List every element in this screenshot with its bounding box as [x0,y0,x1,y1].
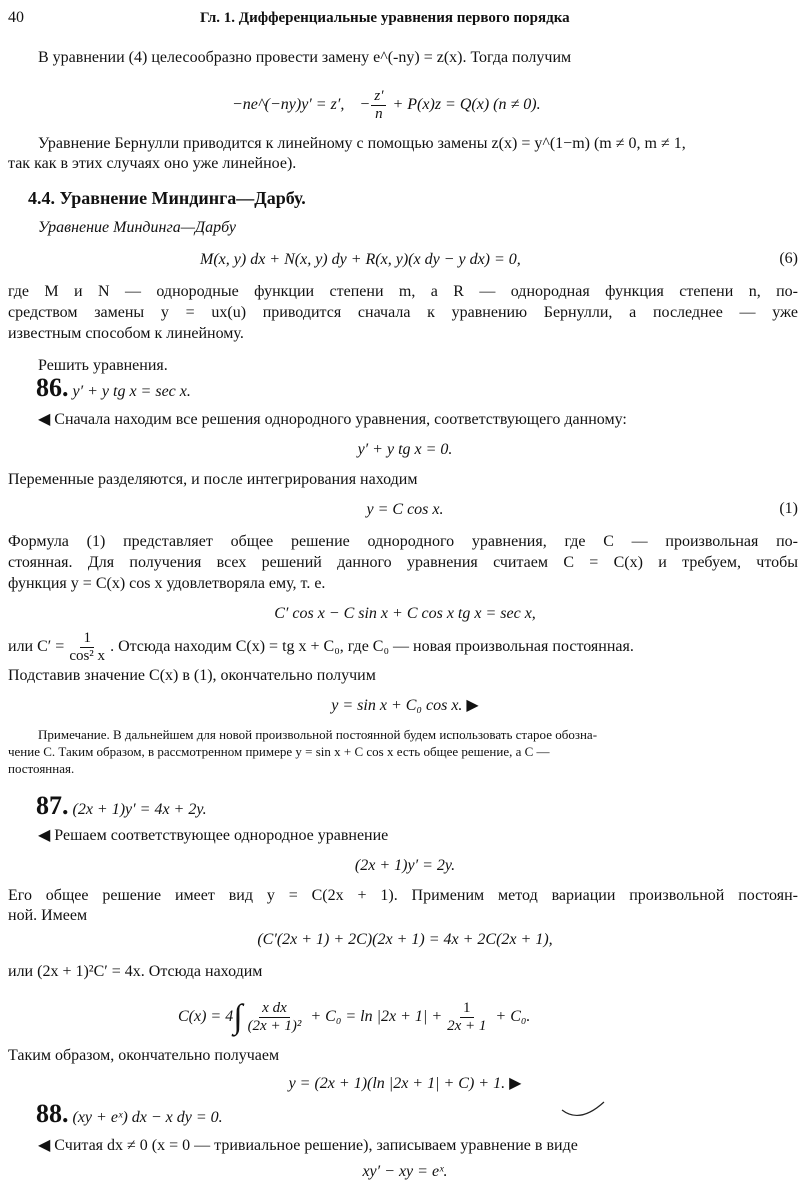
intro-line-2: Уравнение Бернулли приводится к линейному с помощью замены z(x) = y^(1−m) (m ≠ 0, m ≠ 1, [38,135,686,152]
problem-86-number: 86. [36,373,69,402]
note-line-1: Примечание. В дальнейшем для новой произвольной постоянной будем использовать старое обозна- [38,727,598,742]
problem-87-eq-2: (C′(2x + 1) + 2C)(2x + 1) = 4x + 2C(2x + 1), [257,931,553,948]
problem-87-line-5: Таким образом, окончательно получаем [8,1047,280,1064]
page-number: 40 [8,9,24,26]
problem-88-number: 88. [36,1099,69,1128]
problem-87-statement: (2x + 1)y′ = 4x + 2y. [72,801,207,818]
solve-header: Решить уравнения. [38,357,168,374]
problem-86-line-6: или C′ = $\frac{1}{\text{cos² x}}$ . Отсюда находим C(x) = tg x + C₀, где C₀ — новая произвольная постоянная. [8,630,634,664]
intro-eq-part-a: −ne^(−ny)y′ = z′, [232,96,345,114]
problem-86-statement: y′ + y tg x = sec x. [72,383,191,400]
note-line-2: чение C. Таким образом, в рассмотренном примере y = sin x + C cos x есть общее решение, а C — [8,744,550,759]
section-text-3: известным способом к линейному. [8,325,244,342]
problem-87-line-4: или (2x + 1)²C′ = 4x. Отсюда находим [8,963,263,980]
problem-86-eq-4: y = sin x + C₀ cos x. ▶ [331,697,479,714]
problem-87-eq-3: C(x) = 4∫ $\frac{\text{x dx}}{\text{(2x + 1)²}}$ + C₀ = ln |2x + 1| + $\frac{1}{2x + 1}$ + C₀. [178,998,531,1036]
section-equation: M(x, y) dx + N(x, y) dy + R(x, y)(x dy − y dx) = 0, [200,251,521,268]
problem-87-line-2: Его общее решение имеет вид y = C(2x + 1). Применим метод вариации произвольной постоян- [8,887,798,904]
section-text-1: где M и N — однородные функции степени m, а R — однородная функция степени n, по- [8,283,798,300]
problem-87-number: 87. [36,791,69,820]
equation-number-6: (6) [779,250,798,267]
problem-87-line-3: ной. Имеем [8,907,88,924]
integral-sign: ∫ [233,998,243,1036]
intro-eq-fraction: $\frac{z'}{n}$ [371,88,386,123]
problem-86-fraction: $\frac{1}{\text{cos² x}}$ [69,630,106,664]
problem-86-heading [36,373,191,402]
note-line-3: постоянная. [8,761,75,776]
problem-86-line-7: Подставив значение C(x) в (1), окончательно получим [8,667,376,684]
problem-86-line-5: функция y = C(x) cos x удовлетворяла ему, т. е. [8,575,326,592]
problem-86-eq-1: y′ + y tg x = 0. [357,441,453,458]
intro-line-1: В уравнении (4) целесообразно провести замену e^(-ny) = z(x). Тогда получим [38,49,572,66]
problem-87-heading [36,791,207,820]
chapter-header: Гл. 1. Дифференциальные уравнения первого порядка [200,10,570,26]
problem-88-statement: (xy + eˣ) dx − x dy = 0. [72,1109,223,1126]
problem-86-eq-3: C′ cos x − C sin x + C cos x tg x = sec x, [274,605,536,622]
problem-86-line-2: Переменные разделяются, и после интегрирования находим [8,471,418,488]
section-text-2: средством замены y = ux(u) приводится сначала к уравнению Бернулли, а последнее — уже [8,304,798,321]
problem-86-eq-2: y = C cos x. [366,501,444,518]
problem-87-eq-4: y = (2x + 1)(ln |2x + 1| + C) + 1. ▶ [288,1075,522,1092]
intro-eq-part-c: + P(x)z = Q(x) (n ≠ 0). [392,96,541,114]
problem-87-line-1: ◀ Решаем соответствующее однородное уравнение [38,827,389,844]
problem-88-line-1: ◀ Считая dx ≠ 0 (x = 0 — тривиальное решение), записываем уравнение в виде [38,1137,578,1154]
problem-88-eq-1: xy′ − xy = eˣ. [362,1163,448,1180]
section-subtitle: Уравнение Миндинга—Дарбу [38,219,237,236]
problem-86-line-3: Формула (1) представляет общее решение однородного уравнения, где C — произвольная по- [8,533,798,550]
handwritten-mark [560,1096,610,1122]
problem-87-eq-1: (2x + 1)y′ = 2y. [354,857,456,874]
equation-number-1: (1) [779,500,798,517]
problem-86-line-4: стоянная. Для получения всех решений данного уравнения считаем C = C(x) и требуем, чтобы [8,554,798,571]
problem-86-line-1: ◀ Сначала находим все решения однородного уравнения, соответствующего данному: [38,411,627,428]
intro-line-3: так как в этих случаях оно уже линейное). [8,155,297,172]
section-title: 4.4. Уравнение Миндинга—Дарбу. [28,188,306,208]
problem-88-heading [36,1099,223,1128]
intro-equation: −ne^(−ny)y′ = z′, − $\frac{z'}{n}$ + P(x)z = Q(x) (n ≠ 0). [232,88,541,122]
